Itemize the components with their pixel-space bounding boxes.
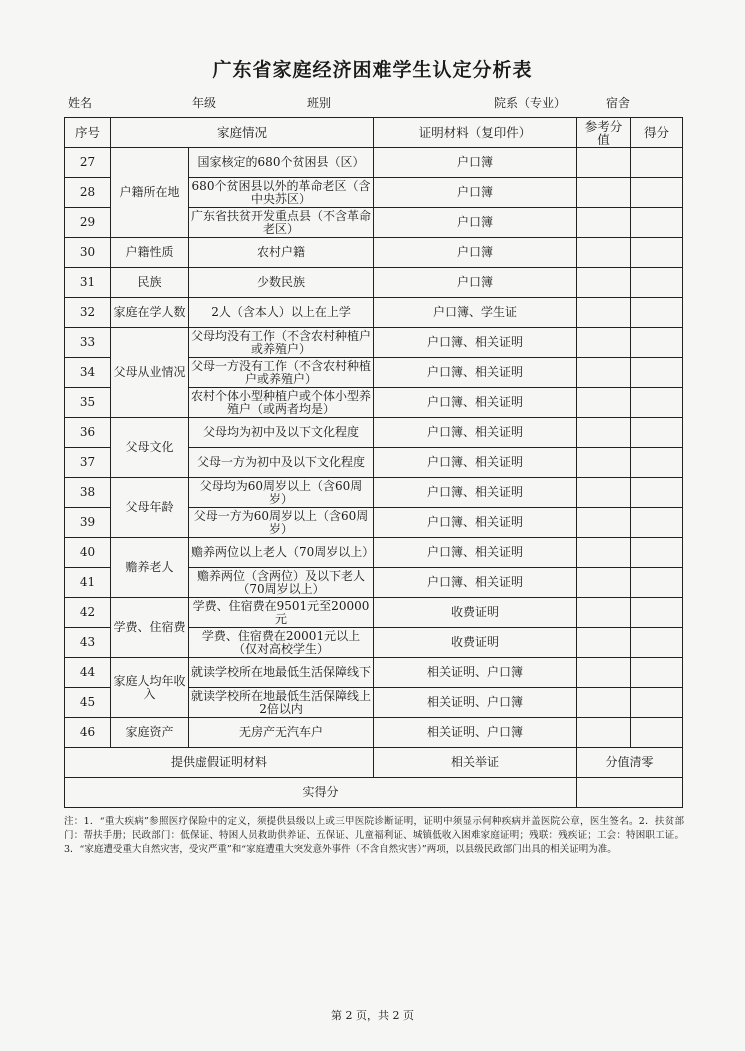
header-material: 证明材料（复印件） [374,118,577,148]
row-no: 39 [65,508,111,538]
row-detail: 无房产无汽车户 [189,718,374,748]
row-detail: 学费、住宿费在9501元至20000元 [189,598,374,628]
row-detail: 国家核定的680个贫困县（区） [189,148,374,178]
clear-label: 分值清零 [577,748,683,778]
row-detail: 父母均没有工作（不含农村种植户或养殖户） [189,328,374,358]
row-no: 44 [65,658,111,688]
score-cell[interactable] [631,718,683,748]
group-label: 家庭资产 [111,718,189,748]
ref-score-cell[interactable] [577,358,631,388]
row-no: 35 [65,388,111,418]
ref-score-cell[interactable] [577,238,631,268]
row-detail: 学费、住宿费在20001元以上（仅对高校学生） [189,628,374,658]
row-detail: 少数民族 [189,268,374,298]
ref-score-cell[interactable] [577,658,631,688]
ref-score-cell[interactable] [577,568,631,598]
row-no: 32 [65,298,111,328]
row-detail: 父母一方没有工作（不含农村种植户或养殖户） [189,358,374,388]
score-cell[interactable] [631,568,683,598]
ref-score-cell[interactable] [577,448,631,478]
row-detail: 父母一方为60周岁以上（含60周岁） [189,508,374,538]
score-cell[interactable] [631,538,683,568]
table-row [65,328,683,358]
row-material: 收费证明 [374,598,577,628]
row-material: 户口簿 [374,208,577,238]
row-detail: 农村户籍 [189,238,374,268]
ref-score-cell[interactable] [577,208,631,238]
name-label: 姓名 [68,96,93,110]
row-no: 42 [65,598,111,628]
score-cell[interactable] [631,298,683,328]
row-material: 户口簿、相关证明 [374,358,577,388]
table-row [65,418,683,448]
report-label: 相关举证 [374,748,577,778]
row-detail: 广东省扶贫开发重点县（不含革命老区） [189,208,374,238]
ref-score-cell[interactable] [577,418,631,448]
score-cell[interactable] [631,328,683,358]
table-row [65,478,683,508]
table-row [65,238,683,268]
score-cell[interactable] [631,508,683,538]
ref-score-cell[interactable] [577,298,631,328]
row-material: 户口簿、相关证明 [374,418,577,448]
score-cell[interactable] [631,148,683,178]
ref-score-cell[interactable] [577,478,631,508]
score-cell[interactable] [631,358,683,388]
analysis-table [64,117,683,808]
row-detail: 680个贫困县以外的革命老区（含中央苏区） [189,178,374,208]
row-material: 户口簿、相关证明 [374,538,577,568]
actual-score-label: 实得分 [65,778,577,808]
row-material: 户口簿、相关证明 [374,328,577,358]
row-material: 收费证明 [374,628,577,658]
row-detail: 父母均为60周岁以上（含60周岁） [189,478,374,508]
row-material: 相关证明、户口簿 [374,688,577,718]
row-detail: 父母一方为初中及以下文化程度 [189,448,374,478]
page-title: 广东省家庭经济困难学生认定分析表 [212,59,533,81]
ref-score-cell[interactable] [577,538,631,568]
row-material: 户口簿 [374,268,577,298]
actual-score-cell[interactable] [577,778,683,808]
group-label: 户籍性质 [111,238,189,268]
row-material: 户口簿、学生证 [374,298,577,328]
group-label: 民族 [111,268,189,298]
score-cell[interactable] [631,628,683,658]
row-material: 相关证明、户口簿 [374,658,577,688]
row-material: 户口簿、相关证明 [374,478,577,508]
row-no: 40 [65,538,111,568]
group-label: 父母从业情况 [111,328,189,418]
table-row [65,148,683,178]
row-no: 34 [65,358,111,388]
row-no: 29 [65,208,111,238]
header-score: 得分 [631,118,683,148]
table-row [65,298,683,328]
row-no: 43 [65,628,111,658]
dept-label: 院系（专业） [494,96,567,110]
group-label: 家庭人均年收入 [111,658,189,718]
group-label: 父母文化 [111,418,189,478]
ref-score-cell[interactable] [577,508,631,538]
page-number: 第 2 页，共 2 页 [331,1009,414,1022]
header-no: 序号 [65,118,111,148]
ref-score-cell[interactable] [577,178,631,208]
row-material: 户口簿 [374,178,577,208]
score-cell[interactable] [631,238,683,268]
row-no: 46 [65,718,111,748]
row-material: 相关证明、户口簿 [374,718,577,748]
group-label: 学费、住宿费 [111,598,189,658]
ref-score-cell[interactable] [577,148,631,178]
score-cell[interactable] [631,178,683,208]
actual-score-row [65,778,683,808]
row-no: 41 [65,568,111,598]
grade-label: 年级 [192,96,217,110]
row-no: 28 [65,178,111,208]
row-no: 31 [65,268,111,298]
row-material: 户口簿 [374,148,577,178]
row-no: 33 [65,328,111,358]
ref-score-cell[interactable] [577,268,631,298]
row-detail: 就读学校所在地最低生活保障线下 [189,658,374,688]
ref-score-cell[interactable] [577,688,631,718]
dorm-label: 宿舍 [606,96,631,110]
table-row [65,718,683,748]
footnote: 注：1．“重大疾病”参照医疗保险中的定义，须提供县级以上或三甲医院诊断证明，证明中须显示何种疾病并盖医院公章，医生签名。2．扶贫部门：帮扶手册；民政部门：低保证、特困人员救助供养证、五保证、儿童福利证、城镇低收入困难家庭证明；残联：残疾证；工会：特困职工证。3．“家庭遭受重大自然灾害，受灾严重”和“家庭遭重大突发意外事件（不含自然灾害）”两项，以县级民政部门出具的相关证明为准。 [64,816,684,855]
score-cell[interactable] [631,598,683,628]
row-detail: 2人（含本人）以上在上学 [189,298,374,328]
row-material: 户口簿、相关证明 [374,508,577,538]
score-cell[interactable] [631,418,683,448]
row-detail: 赡养两位（含两位）及以下老人（70周岁以上） [189,568,374,598]
row-detail: 父母均为初中及以下文化程度 [189,418,374,448]
row-no: 30 [65,238,111,268]
score-cell[interactable] [631,688,683,718]
table-header [65,118,683,148]
table-row [65,658,683,688]
row-no: 45 [65,688,111,718]
header-situation: 家庭情况 [111,118,374,148]
row-no: 37 [65,448,111,478]
group-label: 赡养老人 [111,538,189,598]
row-no: 36 [65,418,111,448]
row-detail: 农村个体小型种植户或个体小型养殖户（或两者均是） [189,388,374,418]
row-detail: 赡养两位以上老人（70周岁以上） [189,538,374,568]
ref-score-cell[interactable] [577,388,631,418]
row-no: 27 [65,148,111,178]
score-cell[interactable] [631,208,683,238]
ref-score-cell[interactable] [577,628,631,658]
header-ref-score: 参考分值 [577,118,631,148]
ref-score-cell[interactable] [577,328,631,358]
group-label: 户籍所在地 [111,148,189,238]
row-material: 户口簿 [374,238,577,268]
score-cell[interactable] [631,388,683,418]
class-label: 班别 [307,96,332,110]
table-row [65,538,683,568]
row-material: 户口簿、相关证明 [374,568,577,598]
row-detail: 就读学校所在地最低生活保障线上2倍以内 [189,688,374,718]
row-no: 38 [65,478,111,508]
group-label: 家庭在学人数 [111,298,189,328]
row-material: 户口簿、相关证明 [374,388,577,418]
ref-score-cell[interactable] [577,598,631,628]
ref-score-cell[interactable] [577,718,631,748]
score-cell[interactable] [631,448,683,478]
score-cell[interactable] [631,478,683,508]
fake-material-label: 提供虚假证明材料 [65,748,374,778]
score-cell[interactable] [631,658,683,688]
group-label: 父母年龄 [111,478,189,538]
row-material: 户口簿、相关证明 [374,448,577,478]
table-row [65,598,683,628]
table-row [65,268,683,298]
fake-material-row [65,748,683,778]
score-cell[interactable] [631,268,683,298]
